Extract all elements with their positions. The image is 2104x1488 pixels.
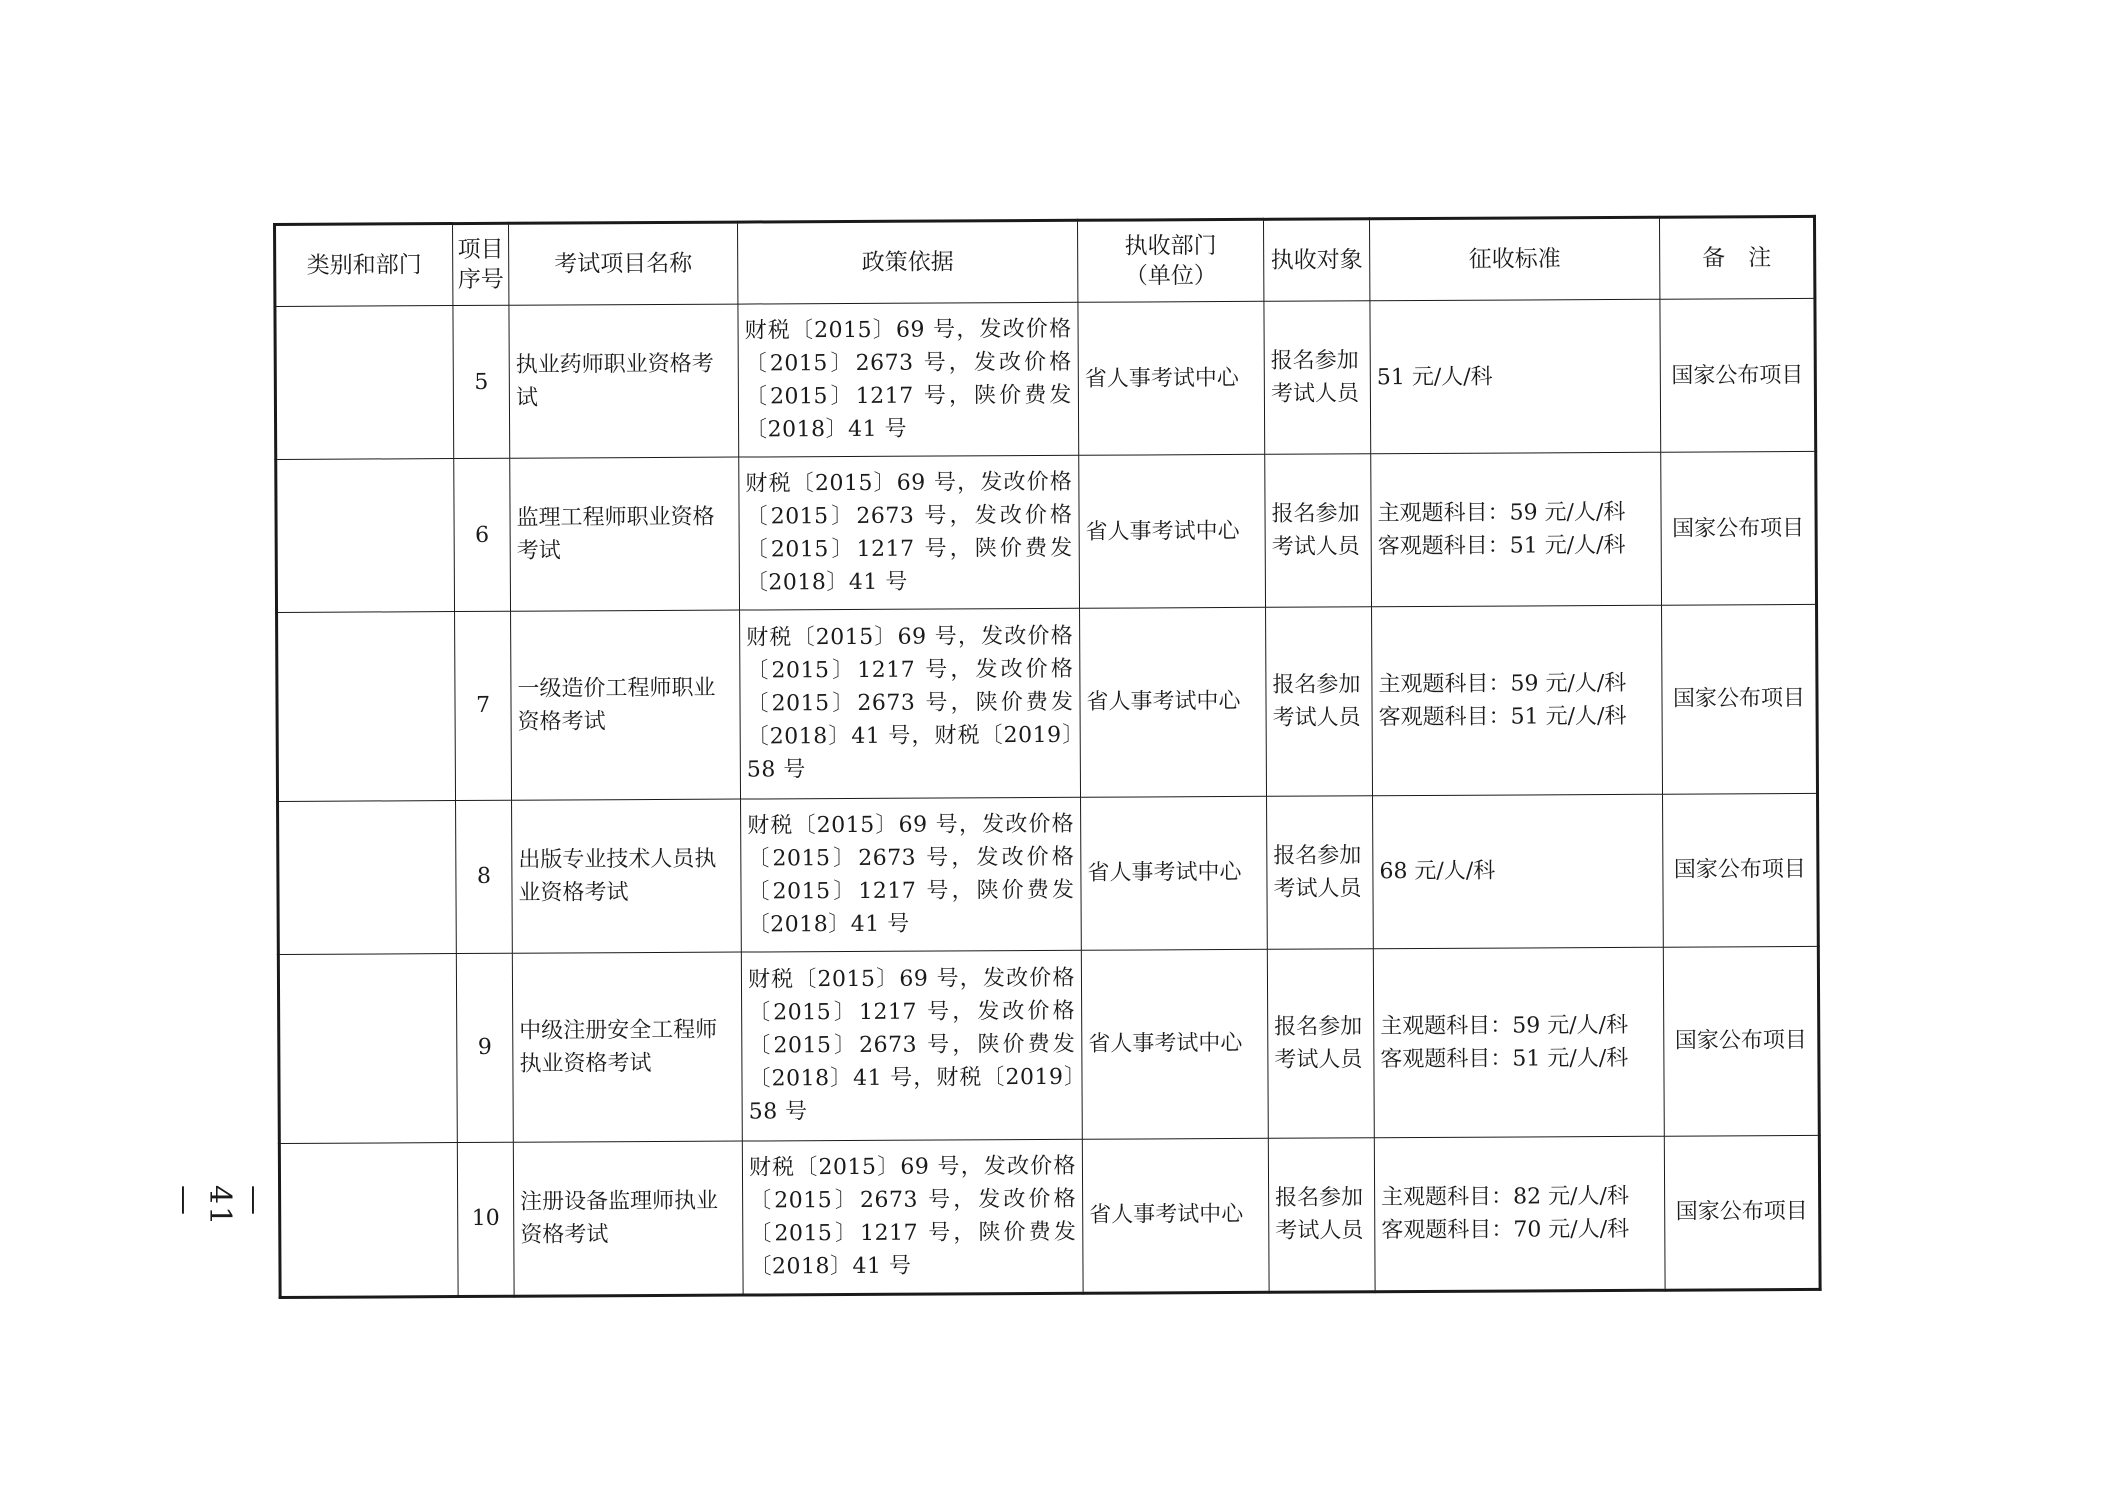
row-category (275, 306, 454, 460)
row-seq: 10 (457, 1142, 514, 1296)
row-standard-line2: 客观题科目：70 元/人/科 (1381, 1216, 1630, 1244)
row-seq: 7 (455, 611, 512, 800)
header-seq-line1: 项目 (457, 236, 504, 264)
row-standard-line2: 客观题科目：51 元/人/科 (1378, 703, 1627, 731)
row-dept: 省人事考试中心 (1081, 796, 1268, 950)
row-seq: 6 (454, 458, 511, 611)
row-policy: 财税〔2015〕69 号，发改价格〔2015〕2673 号，发改价格〔2015〕1217 号，陕价费发〔2018〕41 号 (739, 455, 1080, 610)
table-row (279, 1135, 1820, 1297)
row-policy: 财税〔2015〕69 号，发改价格〔2015〕2673 号，发改价格〔2015〕1217 号，陕价费发〔2018〕41 号 (738, 302, 1079, 457)
row-exam-name: 注册设备监理师执业资格考试 (513, 1141, 743, 1296)
row-category (276, 459, 455, 613)
row-standard-line1: 主观题科目：82 元/人/科 (1381, 1183, 1629, 1211)
table-header-row (275, 216, 1815, 306)
row-category (277, 612, 456, 802)
row-target: 报名参加考试人员 (1267, 796, 1374, 950)
row-exam-name: 出版专业技术人员执业资格考试 (512, 799, 742, 953)
row-target: 报名参加考试人员 (1264, 301, 1371, 455)
row-standard (1373, 794, 1664, 949)
header-standard: 征收标准 (1369, 217, 1659, 301)
row-seq: 9 (456, 953, 513, 1142)
header-policy: 政策依据 (738, 220, 1078, 304)
row-category (278, 954, 457, 1144)
header-dept-line1: 执收部门 (1124, 233, 1217, 260)
row-note: 国家公布项目 (1663, 946, 1819, 1136)
header-seq (453, 223, 509, 305)
row-note: 国家公布项目 (1662, 604, 1818, 794)
row-dept: 省人事考试中心 (1079, 454, 1266, 608)
table-row (276, 451, 1817, 612)
row-standard (1370, 299, 1661, 454)
row-exam-name: 执业药师职业资格考试 (509, 304, 739, 458)
header-target: 执收对象 (1263, 219, 1369, 302)
row-standard (1372, 605, 1663, 795)
row-standard-line1: 68 元/人/科 (1379, 859, 1496, 885)
row-category (278, 800, 457, 954)
row-standard-line1: 主观题科目：59 元/人/科 (1377, 499, 1626, 527)
header-note: 备 注 (1659, 216, 1814, 299)
table-row (278, 793, 1819, 954)
row-exam-name: 一级造价工程师职业资格考试 (511, 610, 741, 800)
row-dept: 省人事考试中心 (1078, 301, 1265, 455)
row-standard-line1: 主观题科目：59 元/人/科 (1380, 1012, 1629, 1040)
row-seq: 8 (456, 800, 513, 953)
table-row (275, 298, 1816, 459)
row-standard-line2: 客观题科目：51 元/人/科 (1380, 1045, 1629, 1073)
row-exam-name: 中级注册安全工程师执业资格考试 (512, 952, 742, 1142)
row-policy: 财税〔2015〕69 号，发改价格〔2015〕1217 号，发改价格〔2015〕2673 号，陕价费发〔2018〕41 号，财税〔2019〕58 号 (740, 608, 1081, 799)
fee-table (273, 215, 1822, 1299)
row-target: 报名参加考试人员 (1265, 454, 1372, 608)
row-category (279, 1142, 458, 1297)
page-number: —41— (167, 1185, 273, 1228)
header-dept (1077, 219, 1263, 302)
header-seq-line2: 序号 (457, 266, 504, 294)
row-target: 报名参加考试人员 (1268, 1138, 1375, 1293)
table-row (277, 604, 1818, 801)
row-dept: 省人事考试中心 (1082, 1138, 1269, 1293)
row-dept: 省人事考试中心 (1081, 949, 1268, 1139)
row-note: 国家公布项目 (1663, 793, 1819, 947)
row-standard-line1: 51 元/人/科 (1376, 364, 1493, 390)
row-standard (1374, 1136, 1665, 1292)
header-dept-line2: （单位） (1124, 263, 1217, 290)
table-row (278, 946, 1819, 1143)
row-target: 报名参加考试人员 (1267, 949, 1374, 1138)
row-dept: 省人事考试中心 (1080, 607, 1267, 797)
row-standard (1373, 947, 1664, 1137)
row-standard-line1: 主观题科目：59 元/人/科 (1378, 670, 1627, 698)
row-note: 国家公布项目 (1661, 451, 1817, 605)
row-note: 国家公布项目 (1664, 1135, 1820, 1290)
row-exam-name: 监理工程师职业资格考试 (510, 457, 740, 611)
row-seq: 5 (453, 305, 510, 458)
header-name: 考试项目名称 (509, 222, 738, 305)
row-target: 报名参加考试人员 (1266, 607, 1373, 796)
header-category: 类别和部门 (275, 224, 453, 307)
row-standard (1371, 452, 1662, 607)
row-note: 国家公布项目 (1660, 298, 1816, 452)
row-policy: 财税〔2015〕69 号，发改价格〔2015〕2673 号，发改价格〔2015〕1217 号，陕价费发〔2018〕41 号 (742, 1139, 1083, 1295)
row-standard-line2: 客观题科目：51 元/人/科 (1377, 532, 1626, 560)
row-policy: 财税〔2015〕69 号，发改价格〔2015〕1217 号，发改价格〔2015〕2673 号，陕价费发〔2018〕41 号，财税〔2019〕58 号 (741, 950, 1082, 1141)
row-policy: 财税〔2015〕69 号，发改价格〔2015〕2673 号，发改价格〔2015〕1217 号，陕价费发〔2018〕41 号 (741, 797, 1082, 952)
